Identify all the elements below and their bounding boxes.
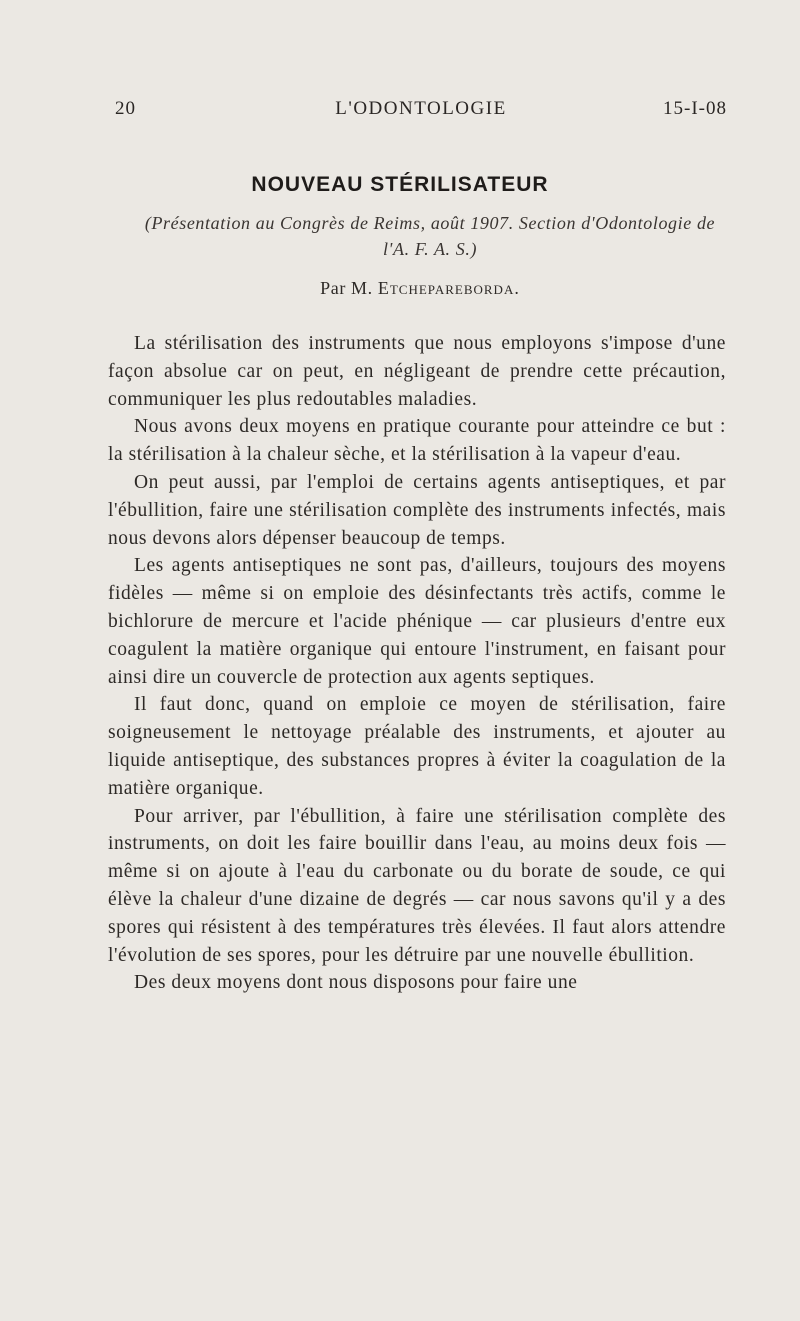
running-header: [115, 98, 727, 124]
paragraph: Des deux moyens dont nous disposons pour faire une: [134, 972, 578, 994]
paragraph: Nous avons deux moyens en pratique courante pour atteindre ce but : la stérilisation à la chaleur sèche, et la stérilisation à la vapeur d'eau.: [108, 416, 726, 466]
author-name: Etchepareborda.: [377, 278, 520, 298]
paragraph: Les agents antiseptiques ne sont pas, d'ailleurs, toujours des moyens fidèles — même si on emploie des désinfectants très actifs, comme le bichlorure de mercure et l'acide phénique — car plusieurs d'entre eux coagulent la matière organique qui entoure l'instrument, en faisant pour ainsi dire un couvercle de protection aux agents septiques.: [108, 555, 726, 688]
page-number: 20: [115, 98, 136, 119]
article-subtitle: (Présentation au Congrès de Reims, août 1907. Section d'Odontologie de l'A. F. A. S.): [144, 213, 716, 259]
paragraph: Pour arriver, par l'ébullition, à faire une stérilisation complète des instruments, on doit les faire bouillir dans l'eau, au moins deux fois — même si on ajoute à l'eau du carbonate ou du borate de soude, ce qui élève la chaleur d'une dizaine de degrés — car nous savons qu'il y a des spores qui résistent à des températures très élevées. Il faut alors attendre l'évolution de ses spores, pour les détruire par une nouvelle ébullition.: [108, 805, 726, 966]
article-title: NOUVEAU STÉRILISATEUR: [251, 173, 549, 196]
paragraph: On peut aussi, par l'emploi de certains agents antiseptiques, et par l'ébullition, faire une stérilisation complète des instruments infectés, mais nous devons alors dépenser beaucoup de temps.: [108, 471, 726, 549]
author-prefix: Par M.: [320, 278, 378, 298]
paragraph: La stérilisation des instruments que nous employons s'impose d'une façon absolue car on peut, en négligeant de prendre cette précaution, communiquer les plus redoutables maladies.: [108, 333, 726, 410]
article-body: [108, 330, 726, 997]
author-line: [0, 278, 800, 299]
issue-date: 15-I-08: [663, 98, 727, 119]
journal-title: L'ODONTOLOGIE: [335, 98, 507, 119]
paragraph: Il faut donc, quand on emploie ce moyen de stérilisation, faire soigneusement le nettoyage préalable des instruments, et ajouter au liquide antiseptique, des substances propres à éviter la coagulation de la matière organique.: [108, 694, 726, 799]
